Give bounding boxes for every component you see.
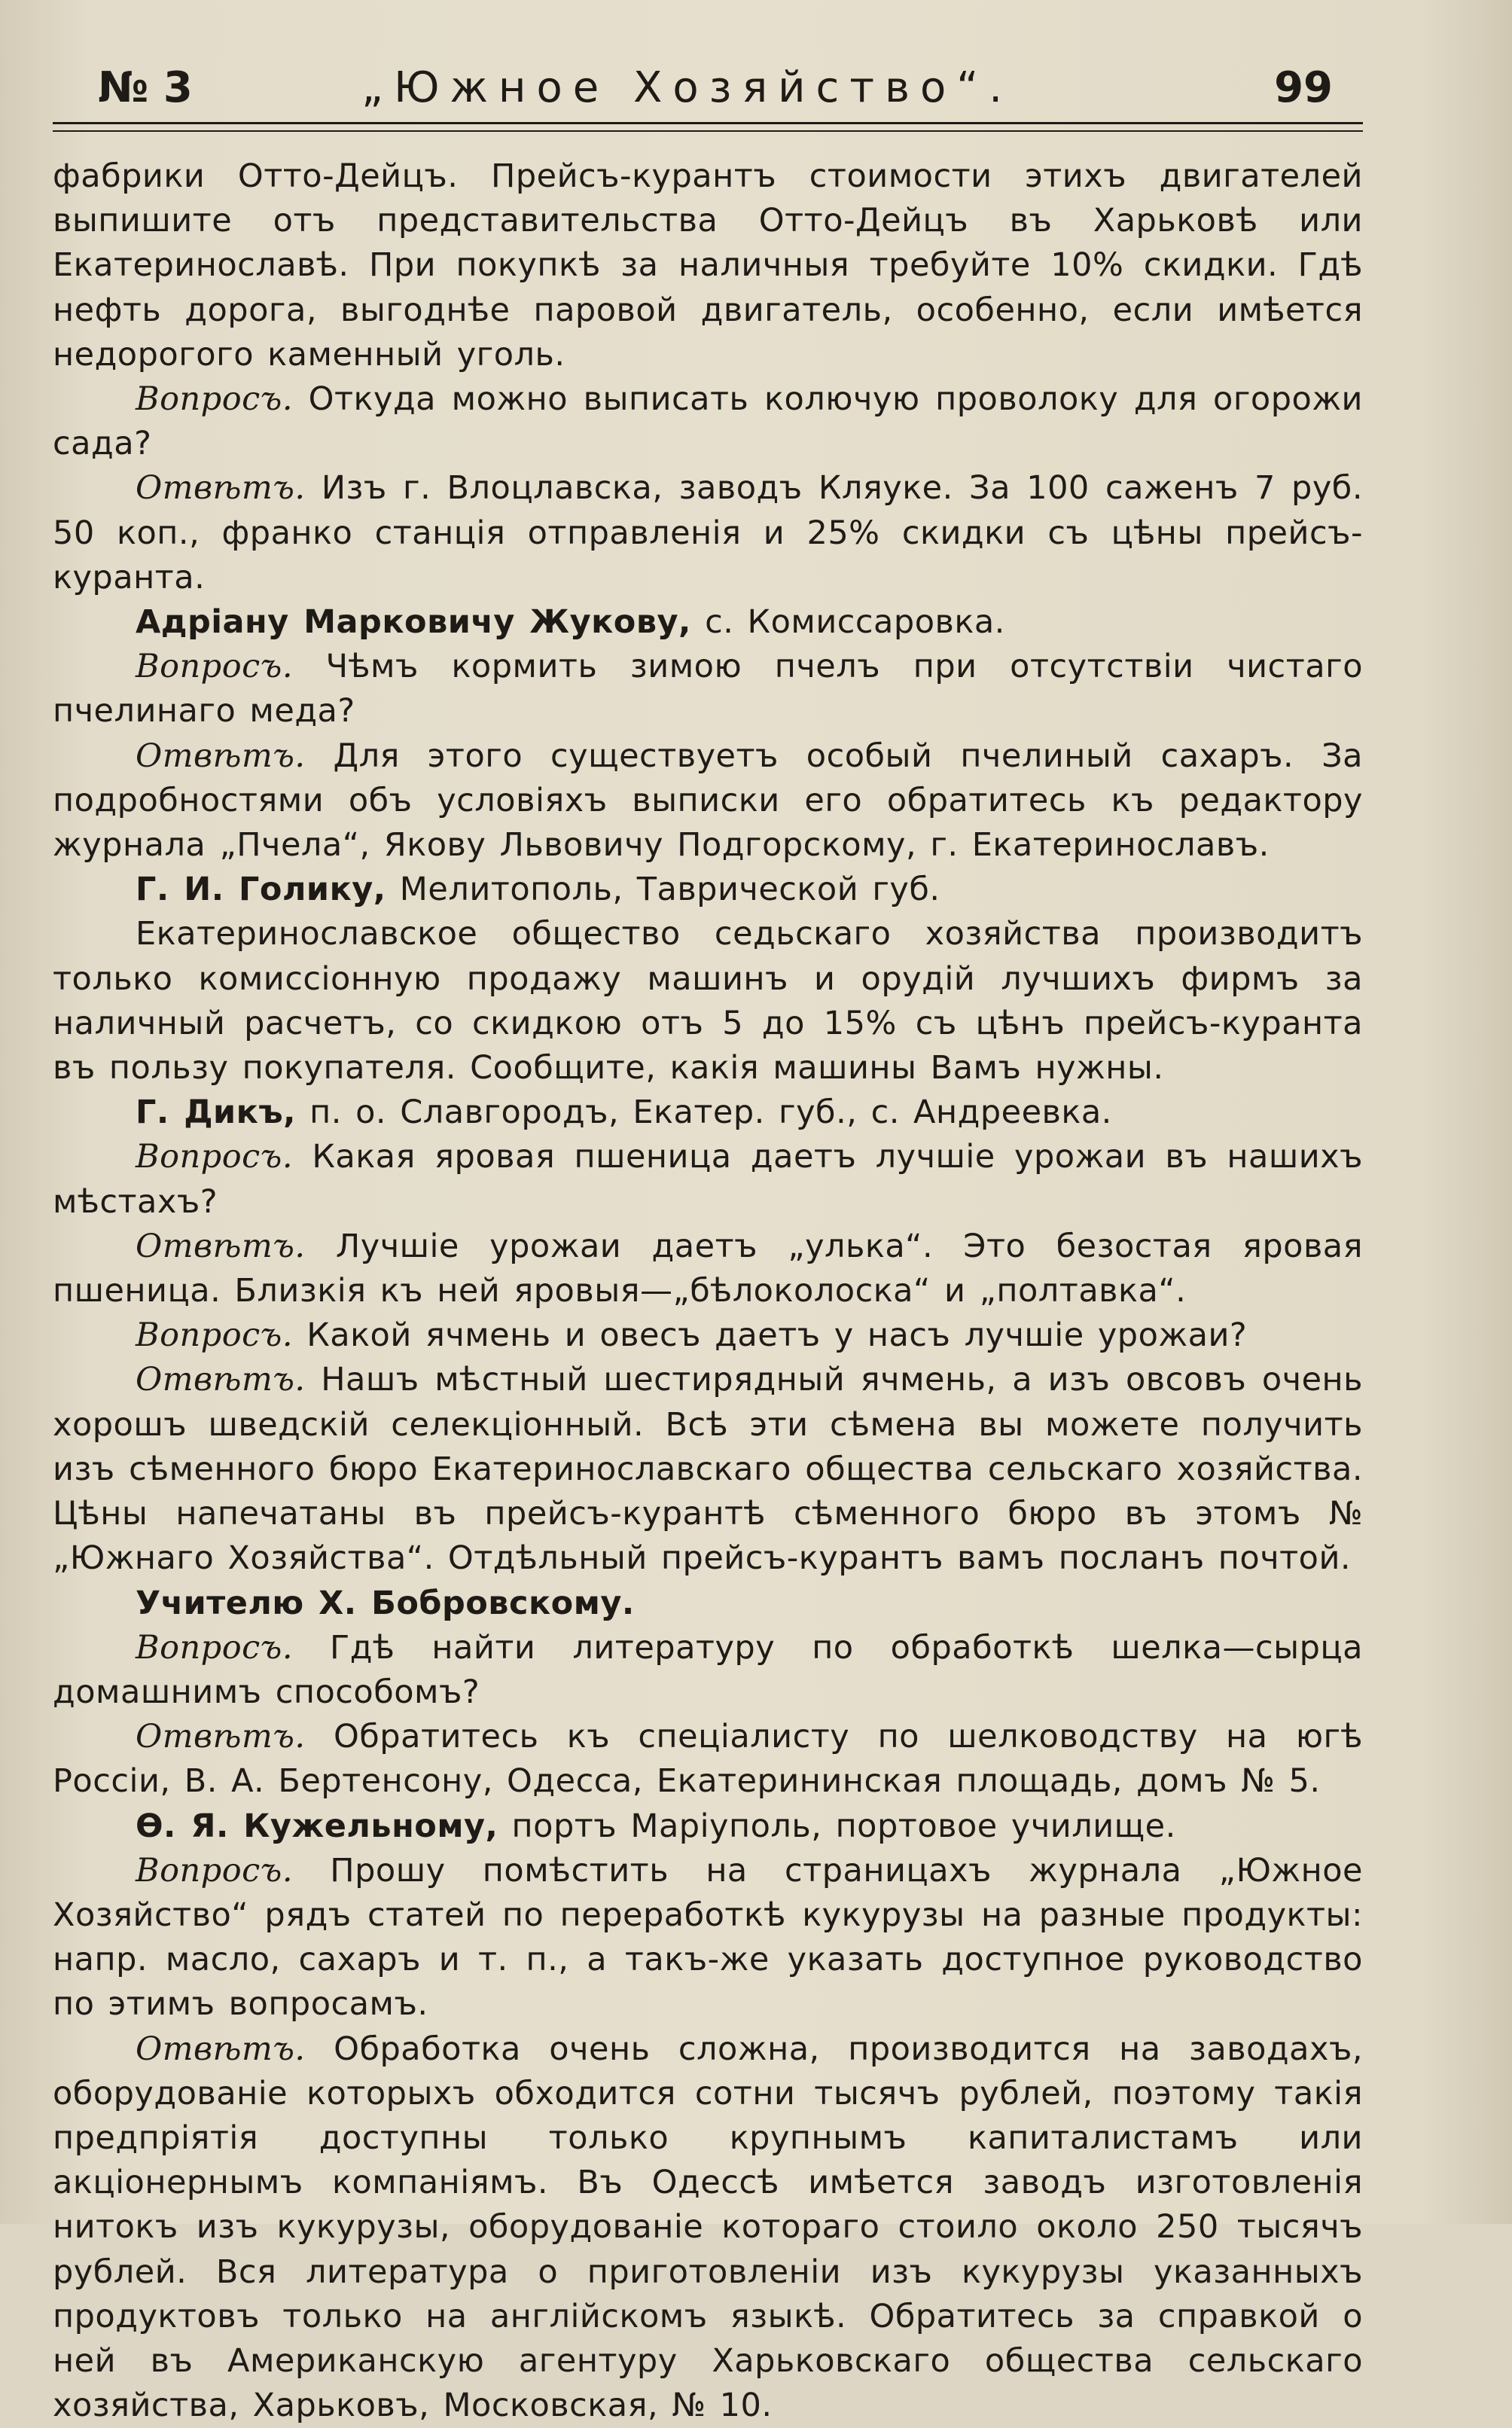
- answer-text: Изъ г. Влоцлавска, заводъ Кляуке. За 100 саженъ 7 руб. 50 коп., франко станція отправленія и 25% скидки съ цѣны прейсъ-куранта.: [53, 469, 1363, 596]
- addressee-place: Мелитополь, Таврической губ.: [399, 871, 940, 909]
- question-label: Вопросъ.: [136, 1138, 294, 1176]
- addressee-place: с. Комиссаровка.: [705, 603, 1005, 642]
- question-paragraph: [53, 645, 1363, 734]
- addressee-name: Адріану Марковичу Жукову,: [136, 603, 691, 642]
- question-label: Вопросъ.: [136, 1316, 294, 1355]
- question-paragraph: [53, 377, 1363, 466]
- answer-paragraph: [53, 1225, 1363, 1313]
- question-text: Гдѣ найти литературу по обработкѣ шелка—сырца домашнимъ способомъ?: [53, 1628, 1363, 1711]
- addressee-heading: [53, 1804, 1363, 1849]
- question-label: Вопросъ.: [136, 1851, 294, 1890]
- question-text: Откуда можно выписать колючую проволоку для огорожи сада?: [53, 380, 1364, 463]
- journal-title: „Южное Хозяйство“.: [361, 63, 1014, 112]
- question-text: Какой ячмень и овесъ даетъ у насъ лучшіе урожаи?: [306, 1316, 1248, 1355]
- header-rule-thick: [53, 122, 1363, 124]
- addressee-heading: [53, 1090, 1363, 1135]
- page-header: [53, 60, 1363, 120]
- answer-paragraph: [53, 1358, 1363, 1581]
- answer-label: Отвѣтъ.: [136, 1718, 306, 1756]
- page-number: 99: [1274, 63, 1333, 112]
- page-body: [53, 154, 1363, 2428]
- reply-paragraph: Екатеринославское общество седьскаго хозяйства производитъ только комиссіонную продажу машинъ и орудій лучшихъ фирмъ за наличный расчетъ, со скидкою отъ 5 до 15% съ цѣнъ прейсъ-куранта въ пользу покупателя. Сообщите, какія машины Вамъ нужны.: [53, 915, 1363, 1087]
- issue-number: № 3: [98, 63, 193, 112]
- answer-text: Лучшіе урожаи даетъ „улька“. Это безостая яровая пшеница. Близкія къ ней яровыя—„бѣлоколоска“ и „полтавка“.: [53, 1227, 1364, 1310]
- answer-paragraph: [53, 2027, 1363, 2428]
- answer-paragraph: [53, 1715, 1363, 1804]
- addressee-name: Г. И. Голику,: [136, 871, 386, 909]
- question-label: Вопросъ.: [136, 1628, 294, 1667]
- question-label: Вопросъ.: [136, 380, 294, 419]
- answer-text: Нашъ мѣстный шестирядный ячмень, а изъ овсовъ очень хорошъ шведскій селекціонный. Всѣ эти сѣмена вы можете получить изъ сѣменного бюро Екатеринославскаго общества сельскаго хозяйства. Цѣны напечатаны въ прейсъ-курантѣ сѣменного бюро въ этомъ № „Южнаго Хозяйства“. Отдѣльный прейсъ-курантъ вамъ посланъ почтой.: [53, 1361, 1363, 1578]
- question-paragraph: [53, 1849, 1363, 2027]
- header-rule-thin: [53, 130, 1363, 132]
- addressee-name: Ѳ. Я. Кужельному,: [136, 1807, 498, 1845]
- answer-text: Для этого существуетъ особый пчелиный сахаръ. За подробностями объ условіяхъ выписки его обратитесь къ редактору журнала „Пчела“, Якову Львовичу Подгорскому, г. Екатеринославъ.: [53, 737, 1364, 865]
- answer-label: Отвѣтъ.: [136, 1227, 306, 1265]
- addressee-heading: [53, 1582, 1363, 1626]
- question-paragraph: [53, 1313, 1363, 1358]
- answer-label: Отвѣтъ.: [136, 469, 306, 508]
- question-text: Прошу помѣстить на страницахъ журнала „Южное Хозяйство“ рядъ статей по переработкѣ кукурузы на разные продукты: напр. масло, сахаръ и т. п., а такъ-же указать доступное руководство по этимъ вопросамъ.: [53, 1851, 1363, 2024]
- answer-label: Отвѣтъ.: [136, 2030, 306, 2068]
- answer-label: Отвѣтъ.: [136, 1361, 306, 1399]
- answer-paragraph: [53, 734, 1363, 868]
- answer-text: Обратитесь къ спеціалисту по шелководству на югѣ Россіи, В. А. Бертенсону, Одесса, Екатерининская площадь, домъ № 5.: [53, 1718, 1363, 1801]
- answer-paragraph: [53, 466, 1363, 600]
- addressee-name: Учителю Х. Бобровскому.: [136, 1584, 635, 1622]
- addressee-heading: [53, 600, 1363, 645]
- answer-label: Отвѣтъ.: [136, 737, 306, 775]
- paragraph-continuation: фабрики Отто-Дейцъ. Прейсъ-курантъ стоимости этихъ двигателей выпишите отъ представительства Отто-Дейцъ въ Харьковѣ или Екатеринославѣ. При покупкѣ за наличныя требуйте 10% скидки. Гдѣ нефть дорога, выгоднѣе паровой двигатель, особенно, если имѣется недорогого каменный уголь.: [53, 157, 1363, 374]
- question-label: Вопросъ.: [136, 648, 294, 686]
- answer-text: Обработка очень сложна, производится на заводахъ, оборудованіе которыхъ обходится сотни тысячъ рублей, поэтому такія предпріятія доступны только крупнымъ капиталистамъ или акціонернымъ компаніямъ. Въ Одессѣ имѣется заводъ изготовленія нитокъ изъ кукурузы, оборудованіе котораго стоило около 250 тысячъ рублей. Вся литература о приготовленіи изъ кукурузы указанныхъ продуктовъ только на англійскомъ языкѣ. Обратитесь за справкой о ней въ Американскую агентуру Харьковскаго общества сельскаго хозяйства, Харьковъ, Московская, № 10.: [53, 2030, 1364, 2425]
- addressee-name: Г. Дикъ,: [136, 1094, 296, 1132]
- question-text: Чѣмъ кормить зимою пчелъ при отсутствіи чистаго пчелинаго меда?: [53, 648, 1364, 731]
- addressee-place: портъ Маріуполь, портовое училище.: [511, 1807, 1176, 1845]
- addressee-heading: [53, 868, 1363, 912]
- question-text: Какая яровая пшеница даетъ лучшіе урожаи въ нашихъ мѣстахъ?: [53, 1138, 1363, 1221]
- question-paragraph: [53, 1626, 1363, 1715]
- addressee-place: п. о. Славгородъ, Екатер. губ., с. Андреевка.: [309, 1094, 1112, 1132]
- question-paragraph: [53, 1135, 1363, 1224]
